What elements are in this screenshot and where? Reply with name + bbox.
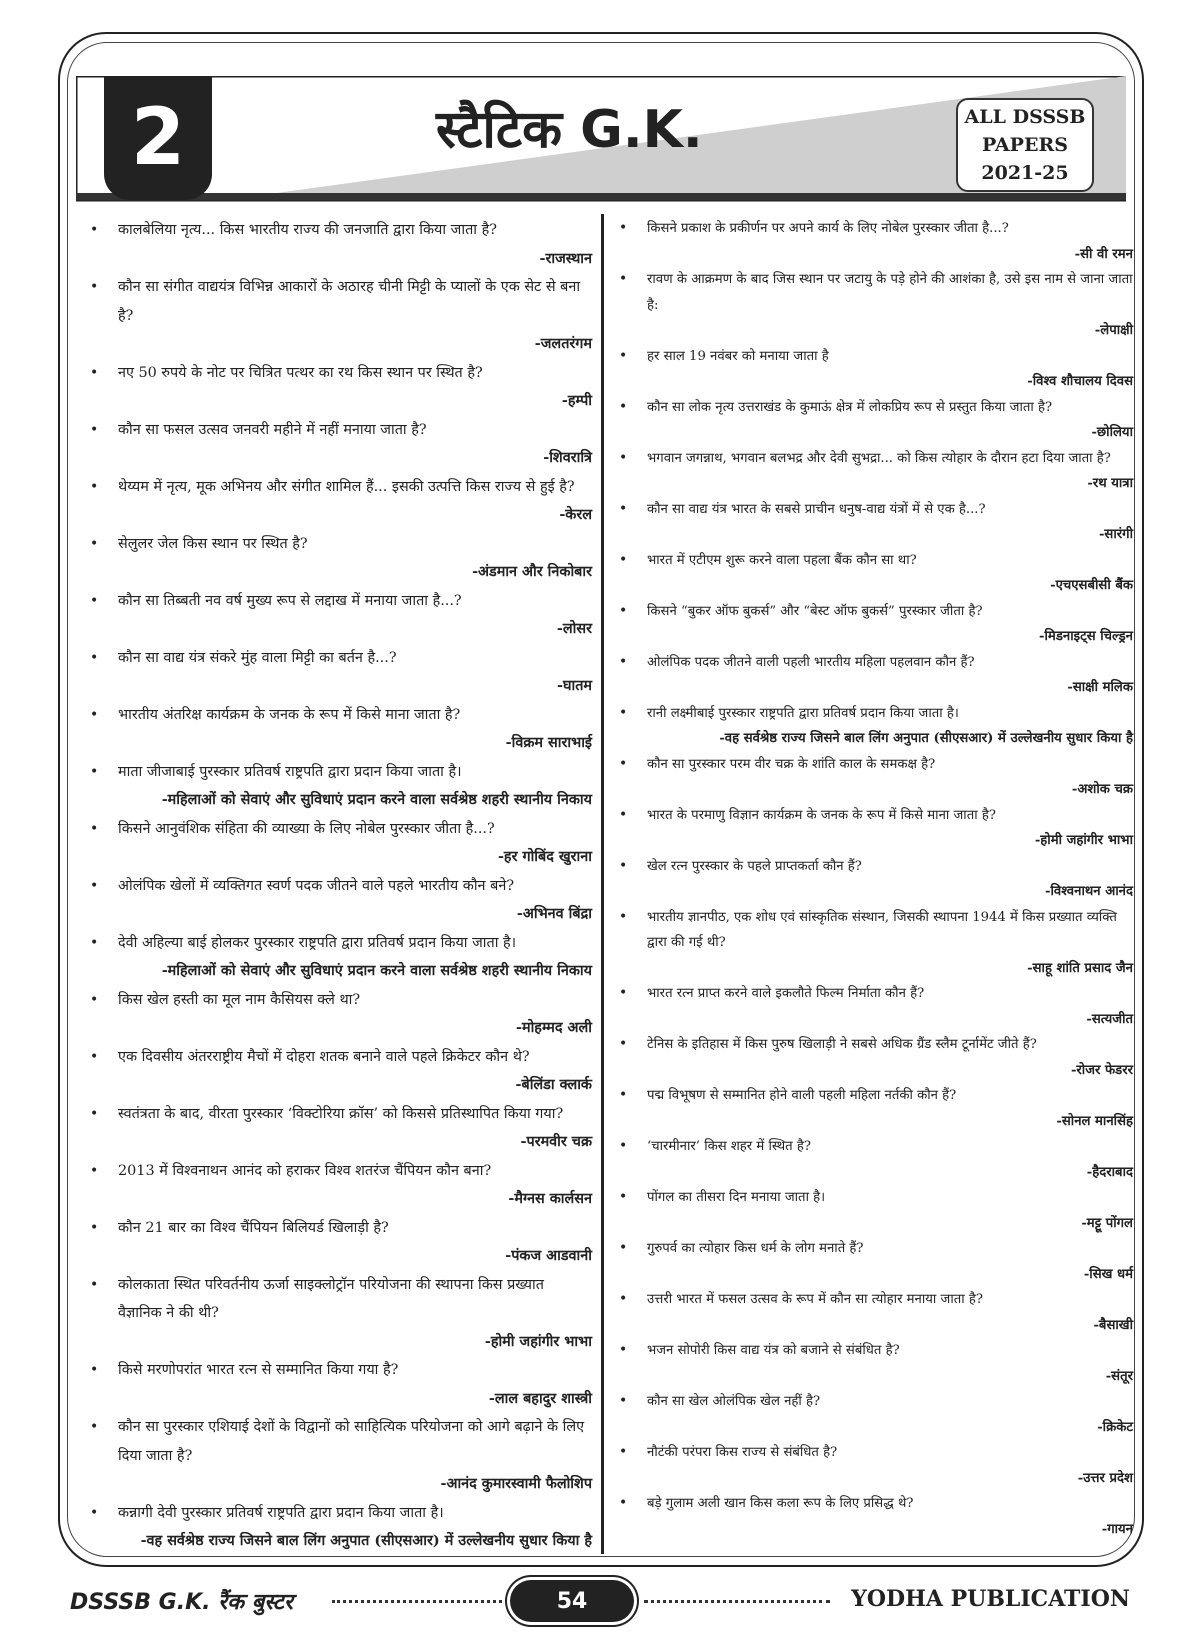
answer-text: -केरल [559, 506, 592, 523]
answer-text: -सारंगी [1098, 527, 1133, 542]
papers-badge [956, 98, 1094, 192]
answer-text: -परमवीर चक्र [520, 1133, 592, 1150]
question-text: बड़े गुलाम अली खान किस कला रूप के लिए प्रसिद्ध थे? [647, 1496, 914, 1511]
answer-text: -राजस्थान [539, 249, 592, 267]
answer-text: -रथ यात्रा [1087, 476, 1133, 491]
question-text: ओलंपिक पदक जीतने वाली पहली भारतीय महिला पहलवान कौन हैं? [647, 654, 975, 670]
question-item [613, 395, 1133, 446]
page-number: 54 [510, 1580, 634, 1622]
question-item [84, 359, 592, 416]
answer-text: -हर गोबिंद खुराना [497, 848, 592, 865]
question-item [613, 854, 1133, 905]
question-item [84, 273, 592, 359]
question-text: कन्नागी देवी पुरस्कार प्रतिवर्ष राष्ट्रपति द्वारा प्रदान किया जाता है। [118, 1504, 444, 1521]
question-item [84, 758, 592, 815]
question-item [613, 1440, 1133, 1491]
question-text: भारतीय ज्ञानपीठ, एक शोध एवं सांस्कृतिक संस्थान, जिसकी स्थापना 1944 में किस प्रख्यात व्यक्ति द्वारा की गई थी? [647, 909, 1117, 950]
question-text: टेनिस के इतिहास में किस पुरुष खिलाड़ी ने सबसे अधिक ग्रैंड स्लैम टूर्नामेंट जीते हैं? [647, 1037, 1037, 1052]
chapter-header [76, 76, 1126, 204]
question-text: भारतीय अंतरिक्ष कार्यक्रम के जनक के रूप में किसे माना जाता है? [118, 706, 461, 723]
publisher-name: YODHA PUBLICATION [851, 1586, 1130, 1612]
question-item [613, 752, 1133, 803]
question-item [84, 530, 592, 587]
question-text: भारत के परमाणु विज्ञान कार्यक्रम के जनक के रूप में किसे माना जाता है? [647, 807, 996, 823]
question-item [84, 416, 592, 473]
question-text: गुरुपर्व का त्योहार किस धर्म के लोग मनाते हैं? [647, 1241, 864, 1256]
answer-text: -सिख धर्म [1083, 1266, 1133, 1282]
question-text: किसने प्रकाश के प्रकीर्णन पर अपने कार्य के लिए नोबेल पुरस्कार जीता है...? [647, 221, 1009, 236]
answer-text: -घातम [556, 677, 592, 694]
answer-text: -आनंद कुमारस्वामी फैलोशिप [440, 1475, 592, 1492]
answer-text: -होमी जहांगीर भाभा [1034, 833, 1133, 848]
question-text: किसने “बुकर ऑफ बुकर्स” और “बेस्ट ऑफ बुकर्स” पुरस्कार जीता है? [647, 603, 983, 619]
question-item [613, 1134, 1133, 1185]
answer-text: -विश्व शौचालय दिवस [1027, 374, 1133, 389]
page-footer [70, 1580, 1130, 1626]
question-text: रानी लक्ष्मीबाई पुरस्कार राष्ट्रपति द्वारा प्रतिवर्ष प्रदान किया जाता है। [647, 705, 959, 721]
question-text: सेलुलर जेल किस स्थान पर स्थित है? [118, 535, 308, 552]
answer-text: -एचएसबीसी बैंक [1050, 578, 1133, 593]
question-text: माता जीजाबाई पुरस्कार प्रतिवर्ष राष्ट्रपति द्वारा प्रदान किया जाता है। [118, 763, 462, 780]
answer-text: -उत्तर प्रदेश [1077, 1470, 1133, 1486]
question-text: भारत में एटीएम शुरू करने वाला पहला बैंक कौन सा था? [647, 552, 917, 568]
question-text: कालबेलिया नृत्य... किस भारतीय राज्य की जनजाति द्वारा किया जाता है? [118, 222, 497, 238]
question-item [613, 497, 1133, 548]
question-item [613, 803, 1133, 854]
question-text: कौन सा वाद्य यंत्र भारत के सबसे प्राचीन धनुष-वाद्य यंत्रों में से एक है...? [647, 501, 986, 517]
answer-text: -बेलिंडा क्लार्क [515, 1076, 592, 1093]
question-item [84, 815, 592, 872]
answer-text: -महिलाओं को सेवाएं और सुविधाएं प्रदान करने वाला सर्वश्रेष्ठ शहरी स्थानीय निकाय [161, 962, 592, 979]
question-item [84, 986, 592, 1043]
question-item [84, 1271, 592, 1357]
answer-text: -मैग्नस कार्लसन [508, 1190, 592, 1207]
answer-text: -लोसर [556, 620, 592, 637]
question-item [613, 1032, 1133, 1083]
question-item [84, 644, 592, 701]
footer-dotted-line-right [644, 1600, 830, 1603]
answer-text: -बैसाखी [1093, 1317, 1133, 1333]
question-item [84, 216, 592, 273]
answer-text: -वह सर्वश्रेष्ठ राज्य जिसने बाल लिंग अनुपात (सीएसआर) में उल्लेखनीय सुधार किया है [719, 731, 1133, 746]
question-item [613, 650, 1133, 701]
answer-text: -विक्रम साराभाई [505, 734, 592, 751]
question-item [613, 216, 1133, 267]
question-text: खेल रत्न पुरस्कार के पहले प्राप्तकर्ता कौन हैं? [647, 858, 862, 874]
answer-text: -क्रिकेट [1097, 1419, 1133, 1435]
answer-text: -शिवरात्रि [543, 449, 592, 466]
question-item [613, 599, 1133, 650]
answer-text: -मोहम्मद अली [516, 1019, 592, 1036]
question-text: किसे मरणोपरांत भारत रत्न से सम्मानित किया गया है? [118, 1362, 399, 1378]
answer-text: -मट्टू पोंगल [1081, 1215, 1133, 1231]
answer-text: -वह सर्वश्रेष्ठ राज्य जिसने बाल लिंग अनुपात (सीएसआर) में उल्लेखनीय सुधार किया है [140, 1532, 592, 1549]
question-text: थेय्यम में नृत्य, मूक अभिनय और संगीत शामिल हैं... इसकी उत्पत्ति किस राज्य से हुई है? [118, 478, 575, 495]
question-text: कौन सा वाद्य यंत्र संकरे मुंह वाला मिट्टी का बर्तन है...? [118, 649, 397, 666]
chapter-title: स्टैटिक G.K. [436, 100, 703, 160]
footer-dotted-line-left [332, 1600, 502, 1603]
question-text: हर साल 19 नवंबर को मनाया जाता है [647, 348, 829, 364]
answer-text: -अंडमान और निकोबार [472, 563, 592, 580]
answer-text: -सत्यजीत [1086, 1011, 1133, 1027]
question-item [84, 1499, 592, 1556]
answer-text: -साहू शांति प्रसाद जैन [1027, 960, 1133, 976]
answer-text: -विश्वनाथन आनंद [1044, 884, 1133, 899]
question-item [613, 1491, 1133, 1542]
question-text: कौन सा तिब्बती नव वर्ष मुख्य रूप से लद्दाख में मनाया जाता है...? [118, 592, 462, 609]
question-text: नए 50 रुपये के नोट पर चित्रित पत्थर का रथ किस स्थान पर स्थित है? [118, 364, 483, 381]
question-item [84, 1413, 592, 1499]
question-item [613, 267, 1133, 344]
question-text: रावण के आक्रमण के बाद जिस स्थान पर जटायु के पड़े होने की आशंका है, उसे इस नाम से जाना जाता है: [647, 272, 1133, 313]
question-text: कौन 21 बार का विश्व चैंपियन बिलियर्ड खिलाड़ी है? [118, 1219, 389, 1236]
badge-line-2: PAPERS [982, 134, 1068, 156]
question-item [613, 344, 1133, 395]
question-text: ‘चारमीनार’ किस शहर में स्थित है? [647, 1139, 811, 1154]
badge-line-1: ALL DSSSB [964, 106, 1086, 128]
question-text: देवी अहिल्या बाई होलकर पुरस्कार राष्ट्रपति द्वारा प्रतिवर्ष प्रदान किया जाता है। [118, 934, 517, 951]
answer-text: -संतूर [1105, 1368, 1133, 1384]
question-text: भगवान जगन्नाथ, भगवान बलभद्र और देवी सुभद्रा... को किस त्योहार के दौरान हटा दिया जाता है? [647, 450, 1111, 466]
question-text: कौन सा खेल ओलंपिक खेल नहीं है? [647, 1394, 821, 1409]
question-item [84, 1214, 592, 1271]
question-text: कौन सा पुरस्कार एशियाई देशों के विद्वानों को साहित्यिक परियोजना को आगे बढ़ाने के लिए दिया जाता है? [118, 1419, 585, 1464]
question-item [613, 981, 1133, 1032]
question-text: कौन सा संगीत वाद्ययंत्र विभिन्न आकारों के अठारह चीनी मिट्टी के प्यालों के एक सेट से बना है? [118, 279, 581, 324]
answer-text: -छोलिया [1091, 425, 1133, 440]
question-item [613, 1083, 1133, 1134]
answer-text: -अभिनव बिंद्रा [516, 905, 592, 922]
question-text: 2013 में विश्वनाथन आनंद को हराकर विश्व शतरंज चैंपियन कौन बना? [118, 1162, 492, 1179]
answer-text: -लेपाक्षी [1094, 323, 1133, 338]
chapter-number: 2 [104, 76, 212, 200]
question-text: उत्तरी भारत में फसल उत्सव के रूप में कौन सा त्योहार मनाया जाता है? [647, 1292, 983, 1307]
answer-text: -पंकज आडवानी [505, 1247, 592, 1264]
question-item [84, 473, 592, 530]
question-item [84, 1100, 592, 1157]
answer-text: -सी वी रमन [1074, 246, 1133, 262]
answer-text: -मिडनाइट्स चिल्ड्रन [1039, 629, 1133, 644]
question-text: स्वतंत्रता के बाद, वीरता पुरस्कार ‘विक्टोरिया क्रॉस’ को किससे प्रतिस्थापित किया गया? [118, 1105, 564, 1122]
question-text: भारत रत्न प्राप्त करने वाले इकलौते फिल्म निर्माता कौन हैं? [647, 986, 925, 1001]
answer-text: -हैदराबाद [1086, 1164, 1133, 1180]
question-text: कौन सा फसल उत्सव जनवरी महीने में नहीं मनाया जाता है? [118, 421, 427, 438]
question-text: कौन सा लोक नृत्य उत्तराखंड के कुमाऊं क्षेत्र में लोकप्रिय रूप से प्रस्तुत किया जाता है? [647, 399, 1053, 415]
left-column [84, 216, 592, 1556]
answer-text: -हम्पी [561, 392, 592, 409]
question-item [84, 587, 592, 644]
question-item [84, 872, 592, 929]
question-text: ओलंपिक खेलों में व्यक्तिगत स्वर्ण पदक जीतने वाले पहले भारतीय कौन बने? [118, 877, 515, 894]
question-text: नौटंकी परंपरा किस राज्य से संबंधित है? [647, 1445, 838, 1460]
question-item [613, 1236, 1133, 1287]
question-item [84, 1157, 592, 1214]
question-item [613, 1338, 1133, 1389]
question-text: एक दिवसीय अंतरराष्ट्रीय मैचों में दोहरा शतक बनाने वाले पहले क्रिकेटर कौन थे? [118, 1048, 530, 1065]
book-title: DSSSB G.K. रैंक बुस्टर [70, 1590, 293, 1615]
question-item [613, 1389, 1133, 1440]
badge-line-3: 2021-25 [981, 162, 1069, 184]
answer-text: -सोनल मानसिंह [1056, 1113, 1133, 1129]
question-item [613, 1185, 1133, 1236]
column-divider [601, 214, 604, 1554]
question-item [84, 701, 592, 758]
answer-text: -साक्षी मलिक [1067, 680, 1133, 695]
question-item [84, 1043, 592, 1100]
question-text: किसने आनुवंशिक संहिता की व्याख्या के लिए नोबेल पुरस्कार जीता है...? [118, 820, 495, 837]
answer-text: -होमी जहांगीर भाभा [484, 1332, 592, 1350]
question-text: भजन सोपोरी किस वाद्य यंत्र को बजाने से संबंधित है? [647, 1343, 900, 1358]
question-text: किस खेल हस्ती का मूल नाम कैसियस क्ले था? [118, 991, 361, 1008]
answer-text: -जलतरंगम [534, 335, 592, 352]
question-item [613, 446, 1133, 497]
question-item [84, 1356, 592, 1413]
right-column [613, 216, 1133, 1542]
question-text: कोलकाता स्थित परिवर्तनीय ऊर्जा साइक्लोट्रॉन परियोजना की स्थापना किस प्रख्यात वैज्ञानिक ने की थी? [118, 1276, 544, 1321]
answer-text: -गायन [1101, 1521, 1133, 1537]
answer-text: -रोजर फेडरर [1070, 1062, 1133, 1078]
answer-text: -महिलाओं को सेवाएं और सुविधाएं प्रदान करने वाला सर्वश्रेष्ठ शहरी स्थानीय निकाय [161, 791, 592, 808]
question-item [84, 929, 592, 986]
question-text: पद्म विभूषण से सम्मानित होने वाली पहली महिला नर्तकी कौन हैं? [647, 1088, 957, 1103]
question-item [613, 548, 1133, 599]
question-item [613, 1287, 1133, 1338]
question-text: कौन सा पुरस्कार परम वीर चक्र के शांति काल के समकक्ष है? [647, 756, 936, 772]
answer-text: -लाल बहादुर शास्त्री [488, 1389, 592, 1407]
question-text: पोंगल का तीसरा दिन मनाया जाता है। [647, 1190, 826, 1205]
question-item [613, 905, 1133, 982]
answer-text: -अशोक चक्र [1071, 782, 1133, 797]
question-item [613, 701, 1133, 752]
